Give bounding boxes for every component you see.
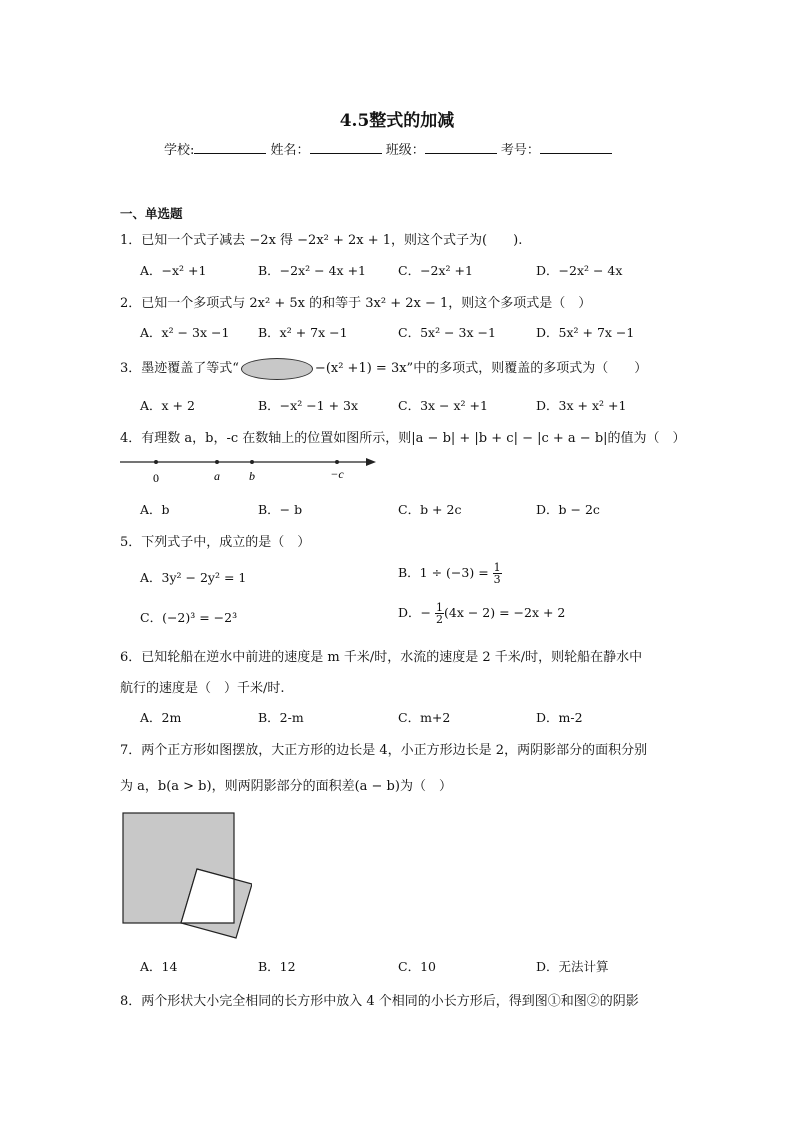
q2-option-a[interactable]: A．x² − 3x −1 [140,325,230,340]
q6-option-a[interactable]: A．2m [140,710,182,725]
section-title: 一、单选题 [120,206,183,221]
fraction-numerator: 1 [493,561,501,574]
q5-option-a[interactable]: A．3y² − 2y² = 1 [140,570,247,585]
q6-option-b[interactable]: B．2-m [258,710,304,725]
q7-option-a[interactable]: A．14 [140,959,178,974]
q4-option-c[interactable]: C．b + 2c [398,502,462,517]
q2-option-d[interactable]: D．5x² + 7x −1 [536,325,635,340]
name-label: 姓名： [270,143,310,158]
point-neg-c [335,460,339,464]
q3-option-d[interactable]: D．3x + x² +1 [536,398,627,413]
question-3-stem [120,357,647,380]
q5-option-d[interactable] [398,602,565,625]
ink-blot-ellipse [241,358,313,380]
q6-option-c[interactable]: C．m+2 [398,710,451,725]
question-1-stem: 1．已知一个式子减去 −2x 得 −2x² + 2x + 1，则这个式子为( ). [120,233,523,248]
id-blank[interactable] [540,141,612,154]
axis-label-a: a [214,469,220,483]
class-label: 班级： [385,143,425,158]
axis-label-zero: 0 [153,471,159,485]
q3-option-a[interactable]: A．x + 2 [140,398,195,413]
q1-option-a[interactable]: A．−x² +1 [140,263,207,278]
question-8-stem: 8．两个形状大小完全相同的长方形中放入 4 个相同的小长方形后，得到图①和图②的阴影 [120,994,639,1009]
question-6-stem: 6．已知轮船在逆水中前进的速度是 m 千米/时，水流的速度是 2 千米/时，则轮船在静水中 [120,650,643,665]
page-title: 4.5整式的加减 [339,111,455,131]
q5-option-d-fraction [435,602,444,625]
q2-option-c[interactable]: C．5x² − 3x −1 [398,325,496,340]
axis-label-b: b [249,469,255,483]
question-6-stem-line2: 航行的速度是（ ）千米/时. [120,681,285,696]
q2-option-b[interactable]: B．x² + 7x −1 [258,325,348,340]
fraction-numerator: 1 [435,601,443,614]
class-blank[interactable] [425,141,497,154]
question-4-stem: 4．有理数 a，b，-c 在数轴上的位置如图所示，则|a − b| + |b + c| − |c + a − b|的值为（ ） [120,431,686,446]
number-line-figure [118,450,382,490]
q1-option-b[interactable]: B．−2x² − 4x +1 [258,263,366,278]
q3-option-c[interactable]: C．3x − x² +1 [398,398,488,413]
q4-option-a[interactable]: A．b [140,502,170,517]
id-label: 考号： [500,143,540,158]
q7-option-d[interactable]: D．无法计算 [536,959,609,974]
q4-option-d[interactable]: D．b − 2c [536,502,600,517]
q5-option-b[interactable] [398,562,502,585]
question-7-stem-line2: 为 a，b(a > b)，则两阴影部分的面积差(a − b)为（ ） [120,779,452,794]
fraction-denominator: 3 [493,573,501,586]
q1-option-d[interactable]: D．−2x² − 4x [536,263,623,278]
q1-option-c[interactable]: C．−2x² +1 [398,263,473,278]
q5-option-d-text: D．− [398,605,435,620]
point-b [250,460,254,464]
q5-option-b-text: B．1 ÷ (−3) = [398,565,493,580]
school-blank[interactable] [194,141,266,154]
q3-stem-before: 3．墨迹覆盖了等式“ [120,361,239,376]
q7-option-c[interactable]: C．10 [398,959,436,974]
question-7-stem: 7．两个正方形如图摆放，大正方形的边长是 4，小正方形边长是 2，两阴影部分的面积分别 [120,743,648,758]
school-label: 学校: [164,143,195,158]
student-info-line [164,139,612,158]
squares-figure [120,810,252,944]
number-line-arrow-icon [366,458,376,466]
axis-label-neg-c: −c [330,467,344,481]
question-5-stem: 5．下列式子中，成立的是（ ） [120,535,311,550]
name-blank[interactable] [310,141,382,154]
point-zero [154,460,158,464]
q5-option-c[interactable]: C．(−2)³ = −2³ [140,610,238,625]
point-a [215,460,219,464]
q3-option-b[interactable]: B．−x² −1 + 3x [258,398,359,413]
fraction-denominator: 2 [435,613,443,626]
q6-option-d[interactable]: D．m-2 [536,710,583,725]
q3-stem-after: −(x² +1) = 3x”中的多项式，则覆盖的多项式为（ ） [314,361,648,376]
q7-option-b[interactable]: B．12 [258,959,296,974]
q5-option-b-fraction [493,562,502,585]
q5-option-d-tail: (4x − 2) = −2x + 2 [443,605,566,620]
question-2-stem: 2．已知一个多项式与 2x² + 5x 的和等于 3x² + 2x − 1，则这个多项式是（ ） [120,296,592,311]
q4-option-b[interactable]: B．− b [258,502,303,517]
